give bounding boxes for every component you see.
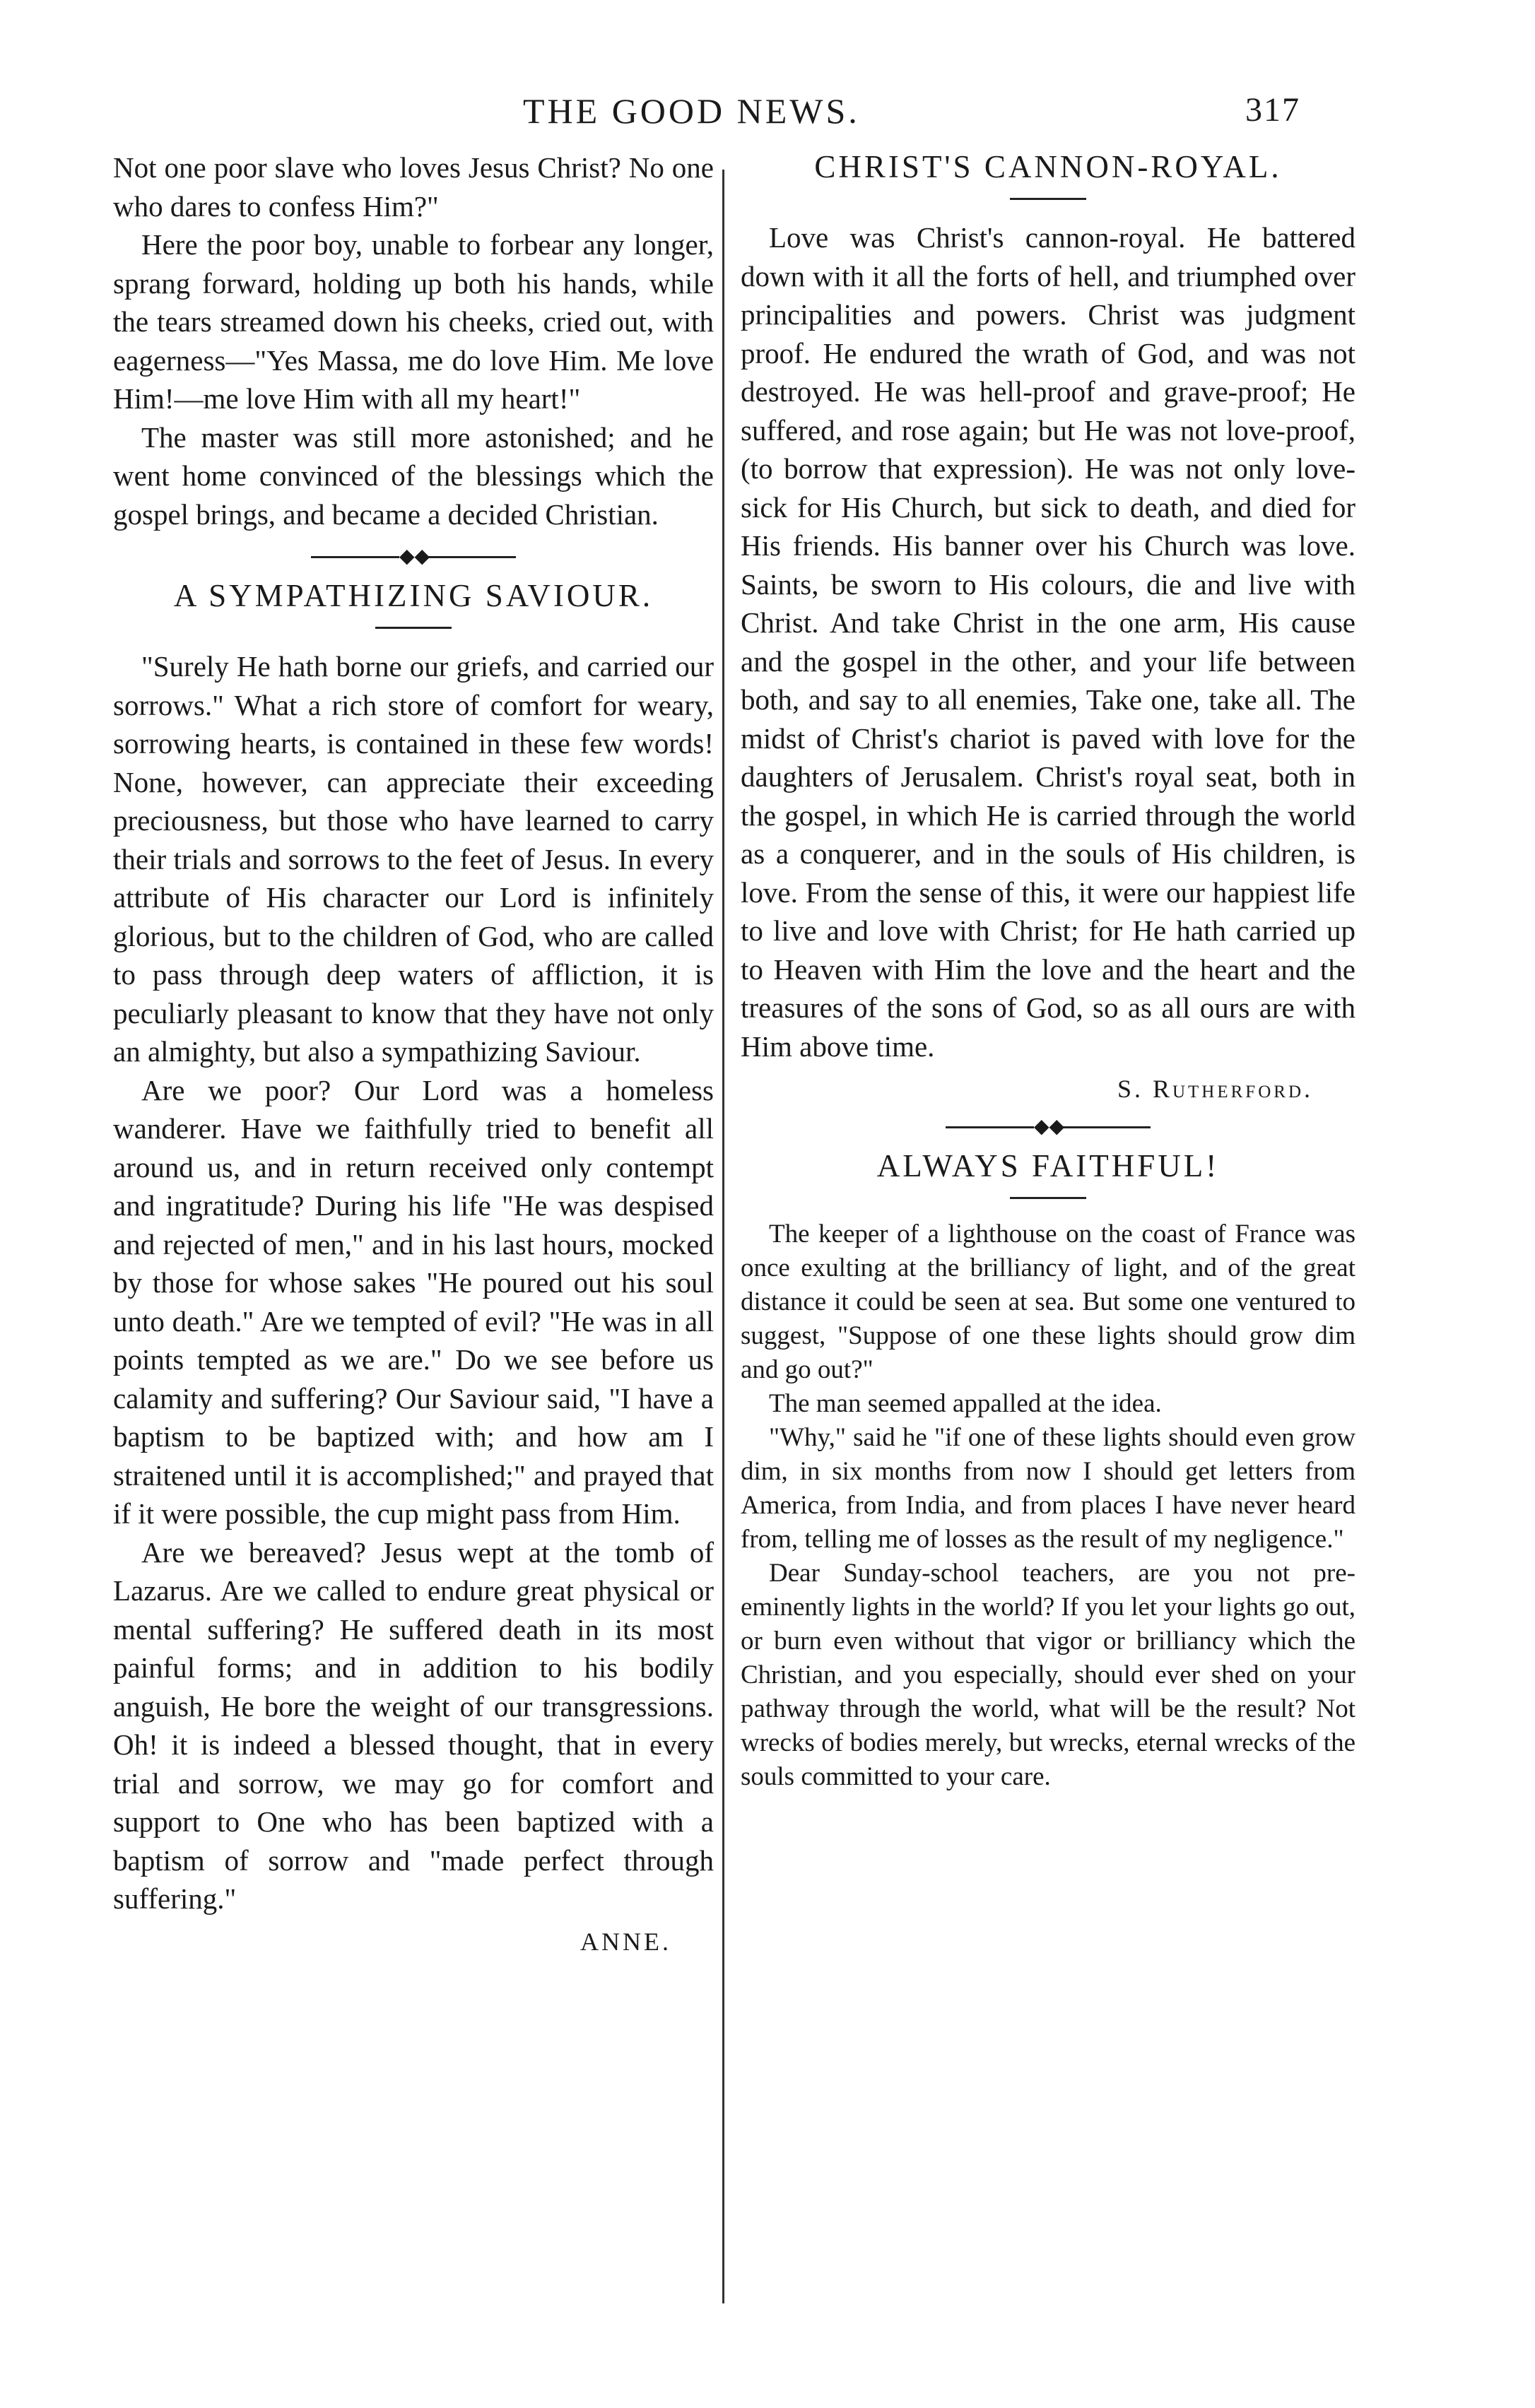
page-number: 317 <box>1245 91 1300 129</box>
paragraph: "Why," said he "if one of these lights should even grow dim, in six months from now I should get letters from America, from India, and from places I have never heard from, telling me of losses as the result of my negligence." <box>741 1423 1355 1554</box>
article-signature: ANNE. <box>580 1927 671 1956</box>
section-divider: ◆◆ <box>946 1116 1151 1138</box>
column-rule <box>722 170 724 2303</box>
page-header <box>0 90 1535 140</box>
paragraph: The master was still more astonished; and he went home convinced of the blessings which the gospel brings, and became a decided Christian. <box>113 420 714 531</box>
running-title: THE GOOD NEWS. <box>523 91 860 131</box>
section-divider: ◆◆ <box>311 546 516 567</box>
right-column <box>741 148 1355 1794</box>
paragraph: Dear Sunday-school teachers, are you not pre-eminently lights in the world? If you let your lights go out, or burn even without that vigor or brilliancy which the Christian, and you especially, should ever shed on your pathway through the world, what will be the result? Not wrecks of bodies merely, but wrecks, eternal wrecks of the souls committed to your care. <box>741 1559 1355 1791</box>
article-title: ALWAYS FAITHFUL! <box>876 1148 1220 1184</box>
paragraph: "Surely He hath borne our griefs, and carried our sorrows." What a rich store of comfort for weary, sorrowing hearts, is contained in these few words! None, however, can appreciate their exceeding preciousness, but those who have learned to carry their trials and sorrows to the feet of Jesus. In every attribute of His character our Lord is infinitely glorious, but to the children of God, who are called to pass through deep waters of affliction, it is peculiarly pleasant to know that they have not only an almighty, but also a sympathizing Saviour. <box>113 650 714 1068</box>
paragraph: Are we bereaved? Jesus wept at the tomb of Lazarus. Are we called to endure great physical or mental suffering? He suffered death in its most painful forms; and in addition to his bodily anguish, He bore the weight of our transgressions. Oh! it is indeed a blessed thought, that in every trial and sorrow, we may go for comfort and support to One who has been baptized with a baptism of sorrow and "made perfect through suffering." <box>113 1535 714 1915</box>
paragraph: Not one poor slave who loves Jesus Christ? No one who dares to confess Him?" <box>113 151 714 223</box>
paragraph: Are we poor? Our Lord was a homeless wanderer. Have we faithfully tried to benefit all around us, and in return received only contempt and ingratitude? During his life "He was despised and rejected of men," and in his last hours, mocked by those for whose sakes "He poured out his soul unto death." Are we tempted of evil? "He was in all points tempted as we are." Do we see before us calamity and suffering? Our Saviour said, "I have a baptism to be baptized with; and how am I straitened until it is accomplished;" and prayed that if it were possible, the cup might pass from Him. <box>113 1073 714 1530</box>
title-rule <box>1010 1197 1086 1199</box>
paragraph: The keeper of a lighthouse on the coast of France was once exulting at the brilliancy of light, and of the great distance it could be seen at sea. But some one ventured to suggest, "Suppose of one these lights should grow dim and go out?" <box>741 1220 1355 1384</box>
article-title: CHRIST'S CANNON-ROYAL. <box>814 149 1282 184</box>
paragraph: Here the poor boy, unable to forbear any longer, sprang forward, holding up both his hands, while the tears streamed down his cheeks, cried out, with eagerness—"Yes Massa, me do love Him. Me love Him!—me love Him with all my heart!" <box>113 228 714 415</box>
article-body <box>741 1217 1355 1794</box>
paragraph: The man seemed appalled at the idea. <box>769 1389 1162 1418</box>
title-rule <box>375 627 452 629</box>
article-signature: S. Rutherford. <box>1117 1075 1313 1103</box>
title-rule <box>1010 198 1086 200</box>
left-column <box>113 148 714 1956</box>
paragraph: Love was Christ's cannon-royal. He battered down with it all the forts of hell, and triumphed over principalities and powers. Christ was judgment proof. He endured the wrath of God, and was not destroyed. He was hell-proof and grave-proof; He suffered, and rose again; but He was not love-proof, (to borrow that expression). He was not only love-sick for His Church, but sick to death, and died for His friends. His banner over his Church was love. Saints, be sworn to His colours, die and live with Christ. And take Christ in the one arm, His cause and the gospel in the other, and your life between both, and say to all enemies, Take one, take all. The midst of Christ's chariot is paved with love for the daughters of Jerusalem. Christ's royal seat, both in the gospel, in which He is carried through the world as a conquerer, and in the souls of His children, is love. From the sense of this, it were our happiest life to live and love with Christ; for He hath carried up to Heaven with Him the love and the heart and the treasures of the sons of God, so as all ours are with Him above time. <box>741 221 1355 1063</box>
article-title: A SYMPATHIZING SAVIOUR. <box>173 578 654 613</box>
